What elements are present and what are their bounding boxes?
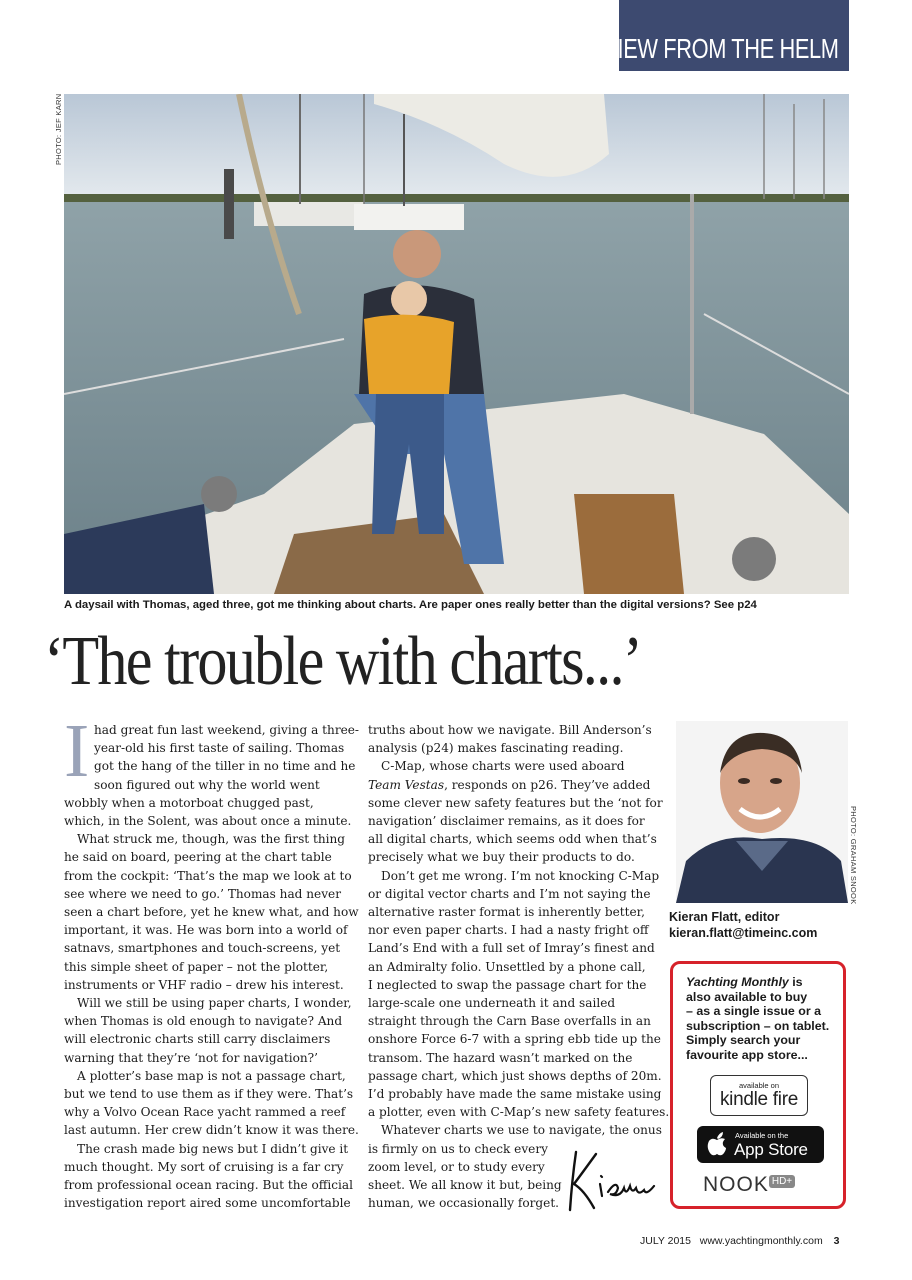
editor-email[interactable]: kieran.flatt@timeinc.com — [669, 925, 818, 940]
text-line: large-scale one underneath it and sailed — [368, 996, 616, 1011]
text-line: last autumn. Her crew didn’t know it was there. — [64, 1123, 359, 1138]
promo-line: Simply search your — [686, 1033, 801, 1048]
apple-icon — [707, 1132, 727, 1156]
text-line: wobbly when a motorboat chugged past, — [64, 795, 314, 810]
promo-line: subscription – on tablet. — [686, 1018, 830, 1033]
text-line: zoom level, or to study every — [368, 1159, 545, 1174]
promo-line: favourite app store... — [686, 1047, 808, 1062]
issue-date: JULY 2015 — [640, 1235, 691, 1247]
text-line: all digital charts, which seems odd when that’s — [368, 832, 657, 847]
text-line: important, it was. He was born into a world of — [64, 923, 348, 938]
text-line: analysis (p24) makes fascinating reading. — [368, 741, 624, 756]
promo-line: also available to buy — [686, 989, 808, 1004]
text-line: or digital vector charts and I’m not saying the — [368, 886, 651, 901]
text-line: navigation’ disclaimer remains, as it does for — [368, 814, 645, 829]
editor-portrait — [676, 721, 848, 903]
editor-name: Kieran Flatt, editor — [669, 910, 780, 924]
text-line: some clever new safety features but the ‘not for — [368, 795, 663, 810]
text-line: straight through the Carn Base overfalls in an — [368, 1014, 651, 1029]
text-line: sheet. We all know it but, being — [368, 1178, 562, 1193]
drop-cap: I — [64, 709, 90, 793]
kindle-badge-small: available on — [738, 1081, 780, 1090]
article-column-1 — [64, 709, 360, 1212]
nook-label: NOOK — [703, 1173, 769, 1196]
text-line: passage chart, which just shows depths of 20m. — [368, 1068, 662, 1083]
text-line: when Thomas is old enough to navigate? And — [64, 1014, 343, 1029]
appstore-badge-big: App Store — [734, 1140, 808, 1159]
kindle-fire-badge[interactable] — [710, 1075, 808, 1116]
text-line: , responds on p26. They’ve added — [444, 777, 651, 792]
text-line: onshore Force 6-7 with a spring ebb tide up the — [368, 1032, 661, 1047]
text-line: instruments or VHF radio – drew his interest. — [64, 977, 344, 992]
text-line: soon figured out why the world went — [94, 777, 320, 792]
promo-line: – as a single issue or a — [686, 1004, 821, 1019]
article-column-2 — [368, 721, 670, 1212]
text-line: What struck me, though, was the first thing — [77, 832, 346, 847]
editor-credit — [669, 910, 817, 941]
text-line: C-Map, whose charts were used aboard — [381, 759, 625, 774]
text-line: The crash made big news but I didn’t give it — [77, 1141, 349, 1156]
section-tab — [603, 0, 849, 71]
kindle-badge-big: kindle fire — [719, 1089, 799, 1110]
text-line: year-old his first taste of sailing. Thomas — [94, 741, 345, 756]
text-line: see where we need to go.’ Thomas had never — [64, 886, 341, 901]
text-line: Land’s End with a full set of Imray’s finest and — [368, 941, 655, 956]
text-line: warning that they’re ‘not for navigation?’ — [64, 1050, 318, 1065]
text-line: but we tend to use them as if they were. That’s — [64, 1087, 354, 1102]
text-line: this simple sheet of paper – not the plotter, — [64, 959, 329, 974]
editor-signature — [566, 1150, 662, 1219]
text-line: truths about how we navigate. Bill Anderson’s — [368, 723, 652, 737]
text-line: from professional ocean racing. But the official — [64, 1178, 353, 1193]
text-line: why a Volvo Ocean Race yacht rammed a reef — [64, 1105, 346, 1120]
promo-text — [686, 975, 836, 1063]
appstore-badge-small: Available on the — [735, 1131, 789, 1140]
text-line: had great fun last weekend, giving a three- — [94, 723, 360, 737]
photo-credit-main: PHOTO: JEF KARN — [54, 93, 63, 165]
boat-name: Team Vestas — [368, 777, 445, 792]
page-number: 3 — [833, 1235, 840, 1247]
text-line: Whatever charts we use to navigate, the onus — [381, 1123, 662, 1138]
text-line: I neglected to swap the passage chart for the — [368, 977, 647, 992]
magazine-name: Yachting Monthly — [686, 975, 789, 989]
text-line: is firmly on us to check every — [368, 1141, 548, 1156]
page-footer — [640, 1235, 839, 1247]
text-line: Don’t get me wrong. I’m not knocking C-Map — [381, 868, 660, 883]
text-line: got the hang of the tiller in no time and he — [94, 759, 356, 774]
text-line: he said on board, peering at the chart table — [64, 850, 332, 865]
photo-credit-portrait: PHOTO: GRAHAM SNOOK — [849, 806, 858, 905]
photo-caption: A daysail with Thomas, aged three, got me thinking about charts. Are paper ones really better than the digital versions? See p24 — [64, 599, 757, 611]
tablet-promo-box — [670, 961, 846, 1209]
text-line: an Admiralty folio. Unsettled by a phone call, — [368, 959, 646, 974]
nook-hd-badge[interactable] — [703, 1173, 795, 1197]
headline: ‘The trouble with charts...’ — [44, 623, 642, 700]
text-line: from the cockpit: ‘That’s the map we look at to — [64, 868, 352, 883]
website-url[interactable]: www.yachtingmonthly.com — [699, 1235, 823, 1247]
text-line: a plotter, even with C-Map’s new safety features. — [368, 1105, 670, 1120]
text-line: much thought. My sort of cruising is a far cry — [64, 1159, 344, 1174]
text-line: satnavs, smartphones and touch-screens, yet — [64, 941, 341, 956]
app-store-badge[interactable] — [697, 1126, 824, 1163]
text-line: will electronic charts still carry disclaimers — [64, 1032, 331, 1047]
text-line: nor even paper charts. I had a nasty fright off — [368, 923, 649, 938]
text-line: investigation report aired some uncomfortable — [64, 1196, 351, 1211]
text-line: I’d probably have made the same mistake using — [368, 1087, 662, 1102]
text-line: which, in the Solent, was about once a minute. — [64, 814, 352, 829]
nook-hd-label: HD+ — [769, 1175, 795, 1188]
section-title: VIEW FROM THE HELM — [603, 33, 839, 64]
promo-line: is — [788, 975, 803, 989]
text-line: Will we still be using paper charts, I wonder, — [77, 996, 352, 1011]
main-photo — [64, 94, 849, 594]
text-line: alternative raster format is inherently better, — [368, 905, 645, 920]
text-line: transom. The hazard wasn’t marked on the — [368, 1050, 633, 1065]
text-line: seen a chart before, yet he knew what, and how — [64, 905, 359, 920]
text-line: A plotter’s base map is not a passage chart, — [77, 1068, 346, 1083]
text-line: precisely what we buy their products to do. — [368, 850, 635, 865]
text-line: human, we occasionally forget. — [368, 1196, 560, 1211]
